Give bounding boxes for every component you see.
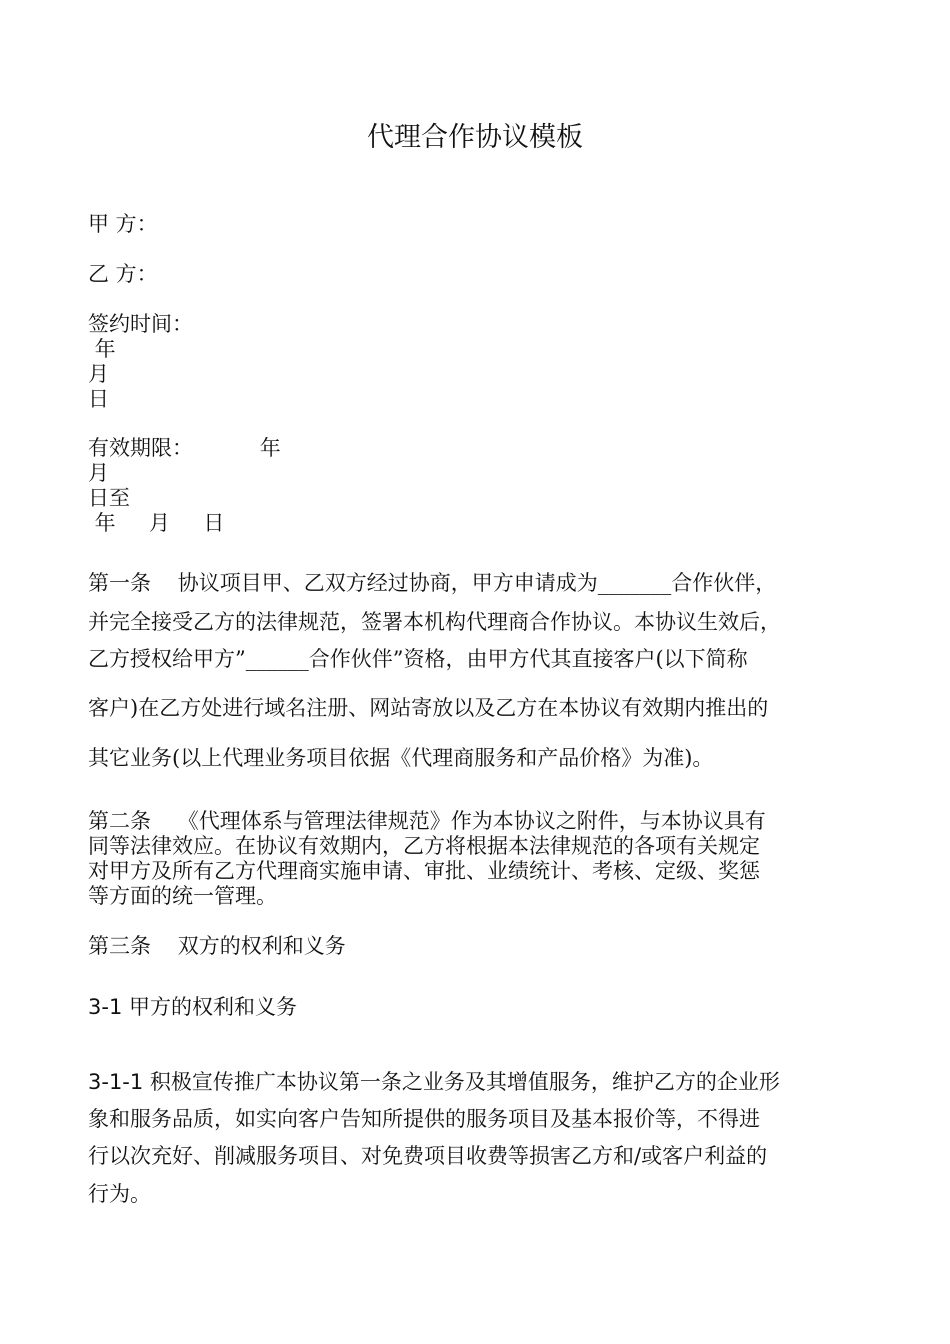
- section-3-1-heading: [88, 994, 297, 1020]
- section-3-1-number: 3-1: [88, 995, 123, 1019]
- item-3-1-1-line: [88, 1069, 780, 1095]
- validity-label: 有效期限： 年: [88, 436, 281, 460]
- article-2-line: 对甲方及所有乙方代理商实施申请、审批、业绩统计、考核、定级、奖惩: [88, 859, 760, 883]
- item-3-1-1-number: 3-1-1: [88, 1070, 144, 1094]
- item-3-1-1-line: 象和服务品质，如实向客户告知所提供的服务项目及基本报价等，不得进: [88, 1107, 760, 1131]
- sign-time-label: 签约时间：: [88, 312, 193, 336]
- section-3-1-text: 甲方的权利和义务: [122, 995, 297, 1019]
- article-1-line: 客户)在乙方处进行域名注册、网站寄放以及乙方在本协议有效期内推出的: [88, 696, 769, 720]
- article-2-line: 等方面的统一管理。: [88, 884, 277, 908]
- sign-time-month: 月: [88, 362, 109, 386]
- article-2-line: 第二条 《代理体系与管理法律规范》作为本协议之附件，与本协议具有: [88, 809, 766, 833]
- sign-time-year: 年: [88, 337, 116, 361]
- article-1-line: 乙方授权给甲方”______合作伙伴”资格，由甲方代其直接客户(以下简称: [88, 647, 748, 671]
- party-b-label: 乙 方：: [88, 262, 158, 286]
- item-3-1-1-text: 积极宣传推广本协议第一条之业务及其增值服务，维护乙方的企业形: [143, 1070, 780, 1094]
- item-3-1-1-line: 行为。: [88, 1182, 151, 1206]
- article-1-line: 并完全接受乙方的法律规范，签署本机构代理商合作协议。本协议生效后，: [88, 610, 781, 634]
- article-1-line: 其它业务(以上代理业务项目依据《代理商服务和产品价格》为准)。: [88, 746, 714, 770]
- document-title: 代理合作协议模板: [367, 122, 583, 153]
- validity-end: 年 月 日: [88, 511, 225, 535]
- validity-month: 月: [88, 461, 109, 485]
- item-3-1-1-line: 行以次充好、削减服务项目、对免费项目收费等损害乙方和/或客户利益的: [88, 1144, 768, 1168]
- party-a-label: 甲 方：: [88, 212, 158, 236]
- validity-day-to: 日至: [88, 486, 130, 510]
- article-2-line: 同等法律效应。在协议有效期内，乙方将根据本法律规范的各项有关规定: [88, 834, 760, 858]
- sign-time-day: 日: [88, 387, 109, 411]
- article-1-line: 第一条 协议项目甲、乙双方经过协商，甲方申请成为_______合作伙伴，: [88, 571, 777, 595]
- article-3-heading: 第三条 双方的权利和义务: [88, 934, 346, 958]
